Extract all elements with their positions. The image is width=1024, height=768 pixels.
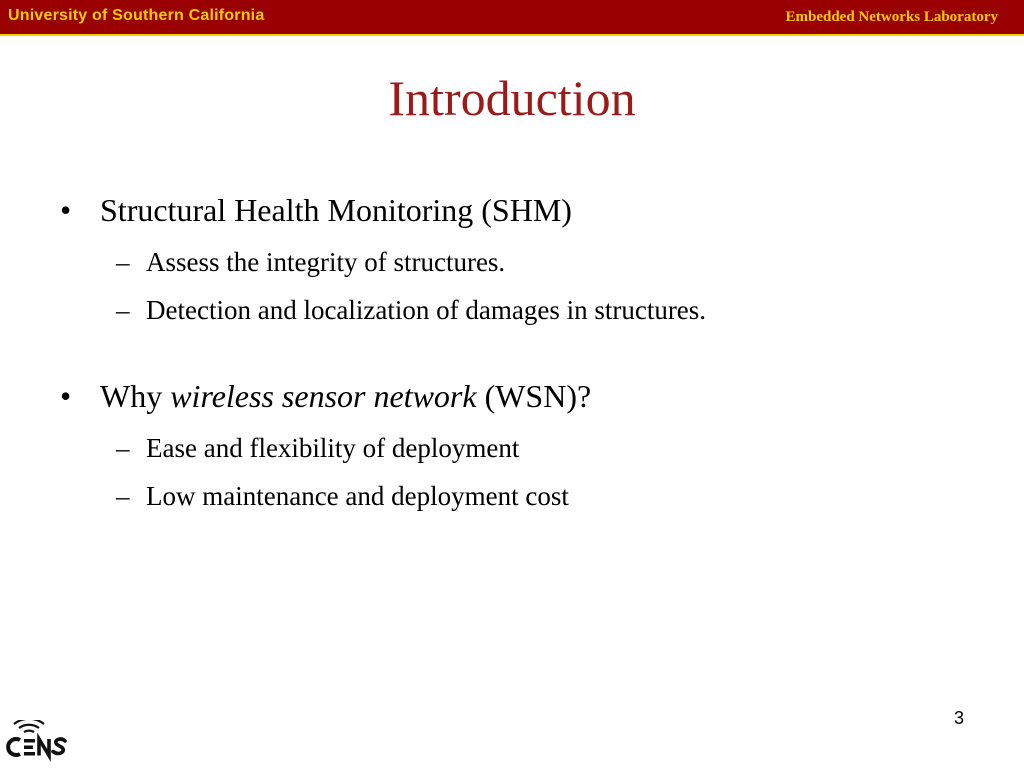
- sub-bullet-text: Ease and flexibility of deployment: [146, 433, 520, 463]
- sub-bullet: [60, 246, 960, 278]
- bullet-shm: [60, 190, 960, 230]
- bullet-text-prefix: Why: [100, 378, 171, 414]
- dash-icon: –: [116, 481, 130, 511]
- dash-icon: –: [116, 295, 130, 325]
- university-name: University of Southern California: [8, 7, 265, 24]
- lab-name: Embedded Networks Laboratory: [785, 9, 998, 25]
- sub-bullet: [60, 294, 960, 326]
- sub-bullet-text: Detection and localization of damages in structures.: [146, 295, 707, 325]
- dash-icon: –: [116, 247, 130, 277]
- cens-logo-icon: [2, 720, 72, 764]
- slide-content: [60, 190, 960, 512]
- dash-icon: –: [116, 433, 130, 463]
- bullet-wsn: [60, 376, 960, 416]
- bullet-text: Structural Health Monitoring (SHM): [100, 192, 572, 228]
- bullet-dot-icon: •: [60, 378, 72, 414]
- sub-bullet: [60, 432, 960, 464]
- sub-bullet-text: Low maintenance and deployment cost: [146, 481, 569, 511]
- sub-bullet-text: Assess the integrity of structures.: [146, 247, 506, 277]
- bullet-dot-icon: •: [60, 192, 72, 228]
- sub-bullet: [60, 480, 960, 512]
- slide-title: Introduction: [388, 70, 636, 126]
- page-number: 3: [953, 708, 964, 728]
- header-bar: [0, 0, 1024, 36]
- bullet-text-italic: wireless sensor network: [170, 378, 477, 414]
- bullet-text-suffix: (WSN)?: [476, 378, 592, 414]
